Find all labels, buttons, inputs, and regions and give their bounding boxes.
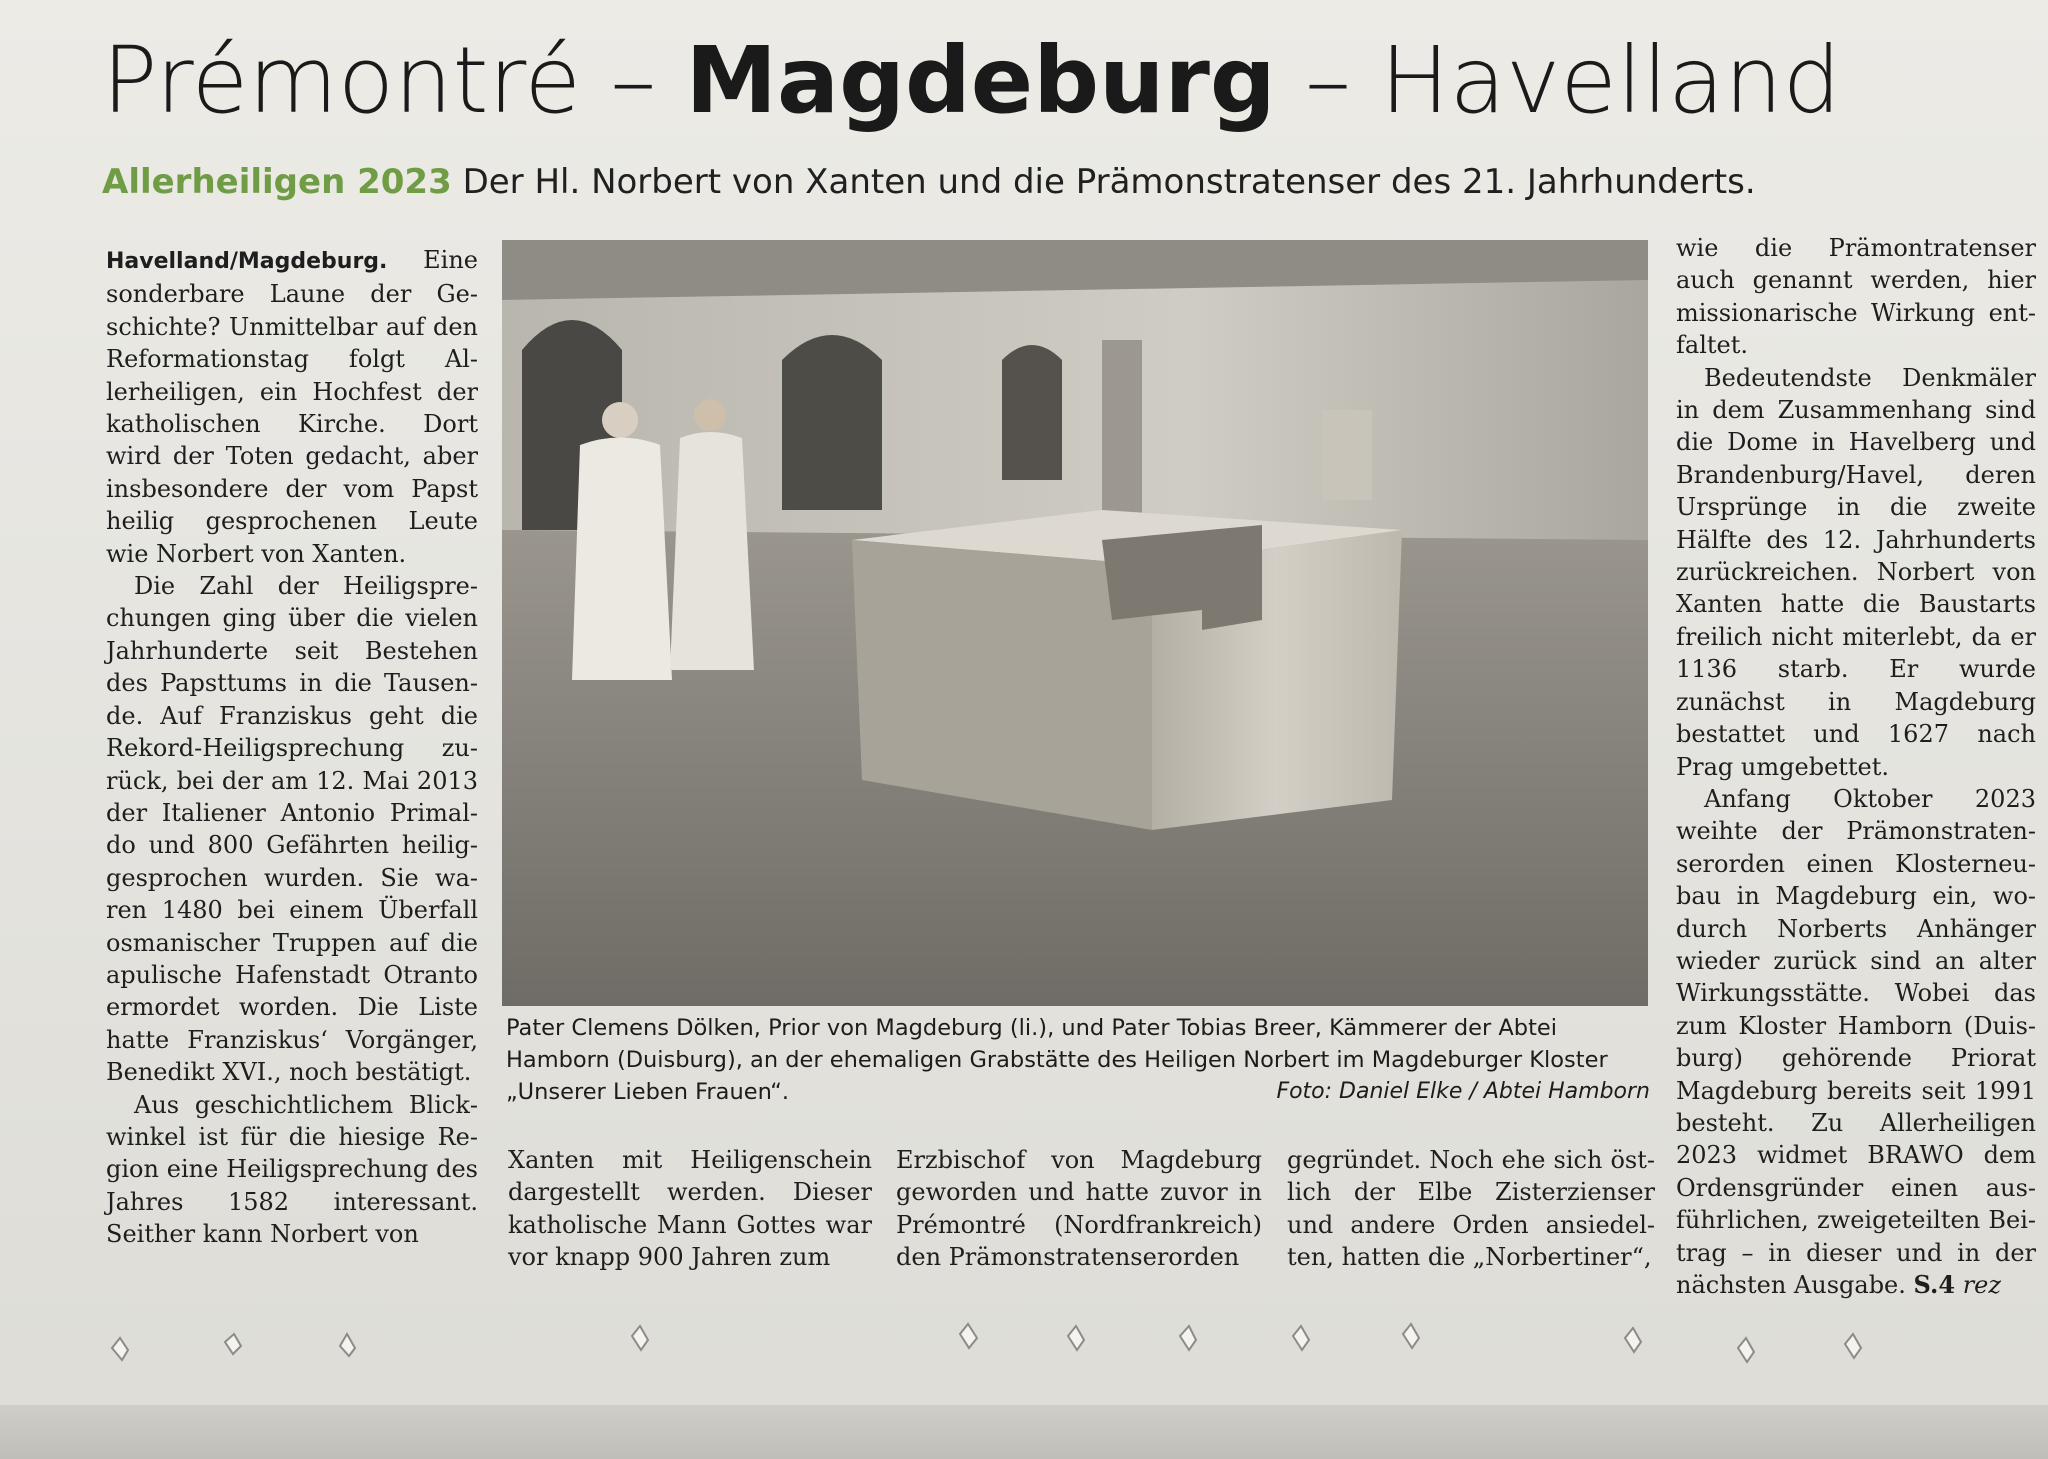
article-column-3: [896, 1144, 1262, 1274]
tomb-block: [852, 510, 1402, 830]
subheadline-text: Der Hl. Norbert von Xanten und die Prämonstratenser des 21. Jahrhunderts.: [462, 162, 1756, 202]
paragraph: [106, 244, 478, 570]
dateline: Havelland/Magdeburg.: [106, 249, 388, 274]
paragraph: wie die Prämontratenser auch genannt werden, hier missionarische Wirkung entfaltet.: [1676, 234, 2036, 360]
headline-part-1: Prémontré –: [102, 27, 686, 134]
photo-credit: Foto: Daniel Elke / Abtei Hamborn: [1276, 1079, 1650, 1104]
paragraph-text: Anfang Oktober 2023 weihte der Prämonstratenserorden einen Klosterneubau in Magdeburg ein, wodurch Norberts Anhänger wieder zurück sind an alter Wirkungsstätte. Wobei das zum Kloster Hamborn (Duisburg) gehörende Priorat Magdeburg bereits seit 1991 besteht. Zu Allerheiligen 2023 widmet BRAWO dem Ordensgründer einen ausführlichen, zweigeteilten Beitrag – in dieser und in der nächsten Ausgabe.: [1676, 784, 2036, 1299]
caption-text: Pater Clemens Dölken, Prior von Magdeburg (li.), und Pater Tobias Breer, Kämmerer der Abtei Hamborn (Duisburg), an der ehemaligen Grabstätte des Heiligen Norbert im Magdeburger Kloster „Unserer Lieben Frauen“.: [506, 1015, 1608, 1105]
paragraph: Die Zahl der Heiligsprechungen ging über die vielen Jahrhunderte seit Bestehen des Papsttums in die Tausende. Auf Franziskus geht die Rekord-Heiligsprechung zurück, bei der am 12. Mai 2013 der Italiener Antonio Primaldo und 800 Gefährten heiliggesprochen wurden. Sie waren 1480 bei einem Überfall osmanischer Truppen auf die apulische Hafenstadt Otranto ermordet worden. Die Liste hatte Franziskus‘ Vorgänger, Benedikt XVI., noch bestätigt.: [106, 572, 478, 1087]
page-fold: [0, 1405, 2048, 1459]
headline: [102, 26, 2002, 136]
page-reference: S.4: [1913, 1270, 1956, 1299]
binding-stitches: [0, 1318, 2048, 1398]
paragraph: [1676, 783, 2036, 1302]
headline-part-2: Magdeburg: [685, 27, 1276, 134]
subheadline-kicker: Allerheiligen 2023: [102, 162, 452, 202]
paragraph: gegründet. Noch ehe sich östlich der Elbe Zisterzienser und andere Orden ansiedelten, hatten die „Norbertiner“,: [1287, 1146, 1655, 1272]
article-photo: [502, 240, 1648, 1006]
article-column-5: [1676, 232, 2036, 1301]
subheadline: [102, 160, 2002, 204]
paragraph: Bedeutendste Denkmäler in dem Zusammenhang sind die Dome in Havelberg und Brandenburg/Havel, deren Ursprünge in die zweite Hälfte des 12. Jahrhunderts zurückreichen. Norbert von Xanten hatte die Baustarts freilich nicht miterlebt, da er 1136 starb. Er wurde zunächst in Magdeburg bestattet und 1627 nach Prag umgebettet.: [1676, 363, 2036, 781]
article-column-4: [1287, 1144, 1655, 1274]
paragraph-text: Eine sonderbare Laune der Geschichte? Unmittelbar auf den Reformationstag folgt Allerheiligen, ein Hochfest der katholischen Kirche. Dort wird der Toten gedacht, aber insbesondere der vom Papst heilig gesprochenen Leute wie Norbert von Xanten.: [106, 246, 478, 568]
headline-part-3: – Havelland: [1275, 27, 1842, 134]
author-initials: rez: [1962, 1271, 2002, 1299]
paragraph: Erzbischof von Magdeburg geworden und hatte zuvor in Prémontré (Nordfrankreich) den Prämonstratenserorden: [896, 1146, 1262, 1272]
article-column-2: [508, 1144, 872, 1274]
paragraph: Xanten mit Heiligenschein dargestellt werden. Dieser katholische Mann Gottes war vor knapp 900 Jahren zum: [508, 1146, 872, 1272]
paragraph: Aus geschichtlichem Blickwinkel ist für die hiesige Region eine Heiligsprechung des Jahres 1582 interessant. Seither kann Norbert von: [106, 1090, 478, 1249]
article-column-1: [106, 244, 478, 1251]
photo-caption: [506, 1012, 1650, 1108]
crypt-photo-illustration: [502, 240, 1648, 1006]
person-right: [670, 399, 754, 670]
